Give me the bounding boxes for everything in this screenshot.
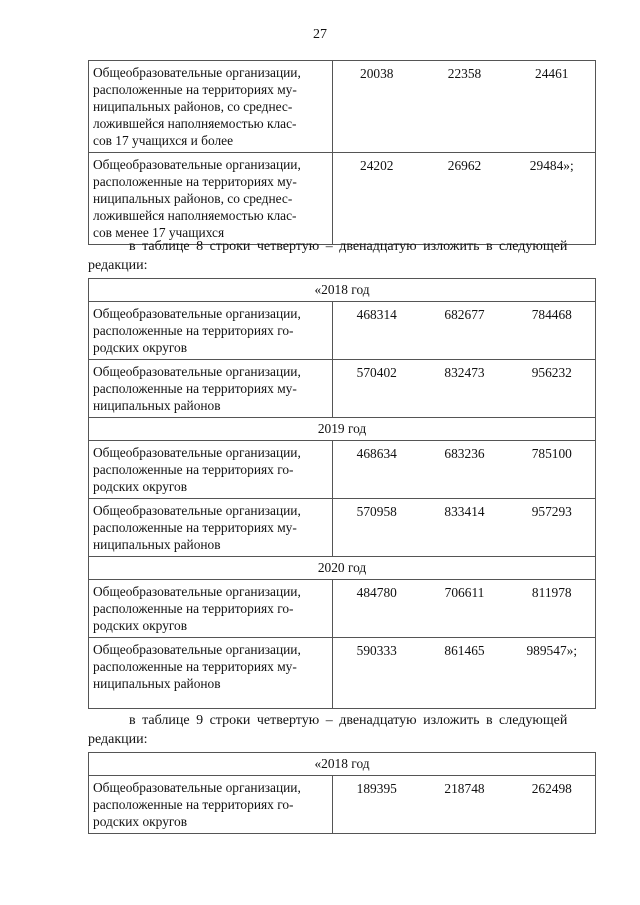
value-cell: 22358	[421, 61, 509, 153]
table-row	[89, 302, 596, 360]
value-cell: 832473	[421, 360, 509, 418]
value-cell: 570958	[333, 499, 421, 557]
value-cell: 683236	[421, 441, 509, 499]
value-cell: 24202	[333, 153, 421, 245]
row-label: Общеобразовательные организации, расположенные на территориях му- ниципальных районов, со среднес- ложившейся наполняемостью клас- сов менее 17 учащихся	[89, 153, 333, 245]
value-cell: 811978	[509, 580, 596, 638]
table-row	[89, 360, 596, 418]
year-header: «2018 год	[89, 753, 596, 776]
value-cell: 956232	[509, 360, 596, 418]
value-cell: 29484»;	[509, 153, 596, 245]
table-row	[89, 153, 596, 245]
value-cell: 861465	[421, 638, 509, 709]
row-label: Общеобразовательные организации, расположенные на территориях му- ниципальных районов	[89, 638, 333, 709]
year-header: 2019 год	[89, 418, 596, 441]
row-label: Общеобразовательные организации, расположенные на территориях му- ниципальных районов, со среднес- ложившейся наполняемостью клас- сов 17 учащихся и более	[89, 61, 333, 153]
section-header-row	[89, 753, 596, 776]
table-continuation	[88, 60, 596, 245]
year-header: 2020 год	[89, 557, 596, 580]
value-cell: 26962	[421, 153, 509, 245]
value-cell: 24461	[509, 61, 596, 153]
row-label: Общеобразовательные организации, расположенные на территориях му- ниципальных районов	[89, 360, 333, 418]
section-header-row	[89, 418, 596, 441]
value-cell: 189395	[333, 776, 421, 834]
value-cell: 833414	[421, 499, 509, 557]
value-cell: 468314	[333, 302, 421, 360]
table-row	[89, 580, 596, 638]
instruction-paragraph: в таблице 9 строки четвертую – двенадцатую изложить в следующей редакции:	[88, 713, 568, 747]
row-label: Общеобразовательные организации, расположенные на территориях го- родских округов	[89, 441, 333, 499]
value-cell: 706611	[421, 580, 509, 638]
row-label: Общеобразовательные организации, расположенные на территориях го- родских округов	[89, 580, 333, 638]
instruction-paragraph: в таблице 8 строки четвертую – двенадцатую изложить в следующей редакции:	[88, 239, 568, 273]
value-cell: 468634	[333, 441, 421, 499]
section-header-row	[89, 557, 596, 580]
table-row	[89, 638, 596, 709]
value-cell: 682677	[421, 302, 509, 360]
row-label: Общеобразовательные организации, расположенные на территориях го- родских округов	[89, 302, 333, 360]
value-cell: 590333	[333, 638, 421, 709]
page-number: 27	[313, 27, 327, 42]
table-row	[89, 441, 596, 499]
table-9-replacement	[88, 752, 596, 834]
value-cell: 570402	[333, 360, 421, 418]
value-cell: 989547»;	[509, 638, 596, 709]
section-header-row	[89, 279, 596, 302]
row-label: Общеобразовательные организации, расположенные на территориях му- ниципальных районов	[89, 499, 333, 557]
table-row	[89, 61, 596, 153]
value-cell: 262498	[509, 776, 596, 834]
value-cell: 218748	[421, 776, 509, 834]
table-row	[89, 776, 596, 834]
year-header: «2018 год	[89, 279, 596, 302]
value-cell: 957293	[509, 499, 596, 557]
table-row	[89, 499, 596, 557]
value-cell: 784468	[509, 302, 596, 360]
value-cell: 785100	[509, 441, 596, 499]
table-8-replacement	[88, 278, 596, 709]
row-label: Общеобразовательные организации, расположенные на территориях го- родских округов	[89, 776, 333, 834]
value-cell: 20038	[333, 61, 421, 153]
value-cell: 484780	[333, 580, 421, 638]
